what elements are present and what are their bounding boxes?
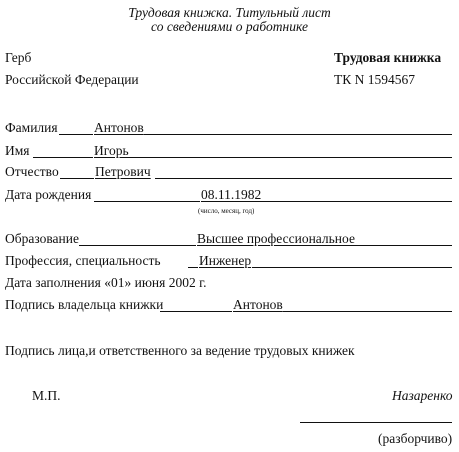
legible-note: (разборчиво) [378, 431, 453, 446]
surname-underline-left [59, 134, 93, 135]
owner-signature-underline-right [283, 311, 452, 312]
fill-date: Дата заполнения «01» июня 2002 г. [5, 275, 207, 290]
name-underline-right [128, 157, 452, 158]
owner-signature-value: Антонов [233, 297, 283, 312]
name-underline-left [33, 157, 93, 158]
birthdate-underline-left [94, 201, 200, 202]
birthdate-value: 08.11.1982 [201, 187, 262, 202]
patronymic-underline-left [60, 178, 94, 179]
responsible-signature-label: Подпись лица,и ответственного за ведение трудовых книжек [5, 343, 355, 358]
emblem-country: Российской Федерации [5, 72, 139, 87]
education-underline-left [79, 245, 196, 246]
seal-label: М.П. [32, 388, 61, 403]
emblem-label: Герб [5, 50, 32, 65]
education-value: Высшее профессиональное [197, 231, 355, 246]
document-title: Трудовая книжка. Титульный лист [128, 5, 331, 20]
document-subtitle: со сведениями о работнике [151, 19, 308, 34]
book-number: ТК N 1594567 [334, 72, 415, 87]
birthdate-underline-right [261, 201, 452, 202]
patronymic-value: Петрович [95, 164, 151, 179]
surname-underline-right [144, 134, 452, 135]
owner-signature-label: Подпись владельца книжки [5, 297, 164, 312]
profession-value: Инженер [199, 253, 252, 268]
signature-line [300, 422, 452, 423]
book-label: Трудовая книжка [334, 50, 442, 65]
birthdate-label: Дата рождения [5, 187, 92, 202]
surname-value: Антонов [94, 120, 144, 135]
profession-underline-left [188, 267, 198, 268]
name-label: Имя [5, 143, 30, 158]
birthdate-caption: (число, месяц, год) [198, 207, 255, 215]
profession-underline-right [252, 267, 452, 268]
owner-signature-underline-left [160, 311, 232, 312]
patronymic-label: Отчество [5, 164, 59, 179]
education-underline-right [350, 245, 452, 246]
name-value: Игорь [94, 143, 129, 158]
patronymic-underline-right [155, 178, 452, 179]
surname-label: Фамилия [5, 120, 58, 135]
profession-label: Профессия, специальность [5, 253, 161, 268]
education-label: Образование [5, 231, 79, 246]
responsible-name: Назаренко [392, 388, 453, 403]
